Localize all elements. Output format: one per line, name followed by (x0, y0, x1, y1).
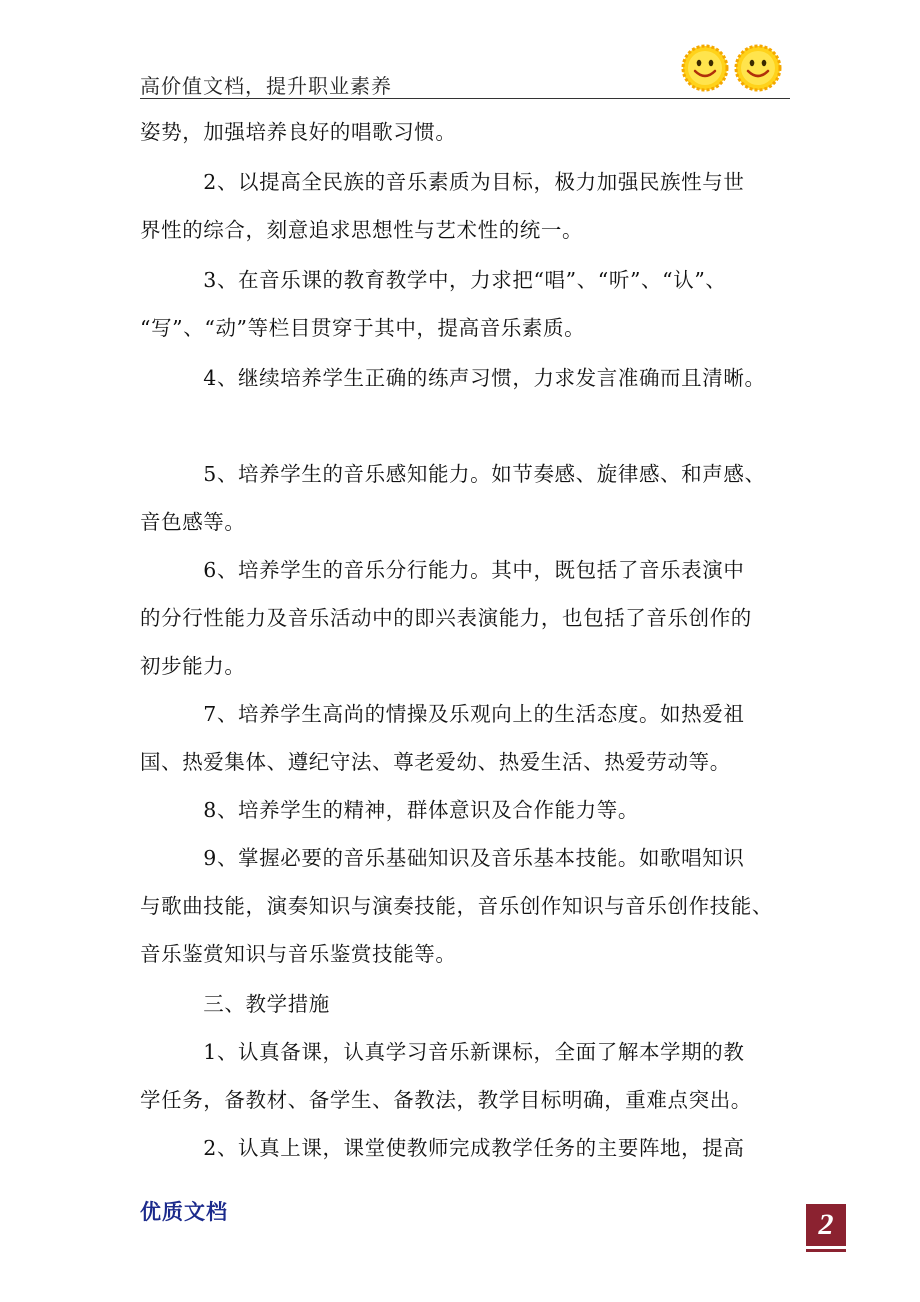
smiley-left-icon (683, 46, 727, 90)
text-line: 3、在音乐课的教育教学中，力求把“唱”、“听”、“认”、 (140, 268, 727, 292)
text-line: 初步能力。 (140, 654, 246, 678)
text-line: 音色感等。 (140, 510, 246, 534)
text-line: 国、热爱集体、遵纪守法、尊老爱幼、热爱生活、热爱劳动等。 (140, 750, 731, 774)
footer-label: 优质文档 (140, 1199, 228, 1224)
text-line: 2、认真上课，课堂使教师完成教学任务的主要阵地，提高 (140, 1136, 745, 1160)
text-line: “写”、“动”等栏目贯穿于其中，提高音乐素质。 (140, 316, 586, 340)
text-line: 姿势，加强培养良好的唱歌习惯。 (140, 120, 457, 144)
text-line: 2、以提高全民族的音乐素质为目标，极力加强民族性与世 (140, 170, 745, 194)
smiley-icons (680, 42, 784, 94)
section-heading: 三、教学措施 (140, 992, 330, 1016)
text-line: 6、培养学生的音乐分行能力。其中，既包括了音乐表演中 (140, 558, 745, 582)
text-line: 4、继续培养学生正确的练声习惯，力求发言准确而且清晰。 (140, 366, 766, 390)
text-line: 5、培养学生的音乐感知能力。如节奏感、旋律感、和声感、 (140, 462, 766, 486)
text-line: 的分行性能力及音乐活动中的即兴表演能力，也包括了音乐创作的 (140, 606, 752, 630)
text-line: 界性的综合，刻意追求思想性与艺术性的统一。 (140, 218, 584, 242)
text-line: 9、掌握必要的音乐基础知识及音乐基本技能。如歌唱知识 (140, 846, 745, 870)
page-number: 2 (806, 1204, 846, 1246)
page-number-underline (806, 1249, 846, 1252)
text-line: 音乐鉴赏知识与音乐鉴赏技能等。 (140, 942, 457, 966)
text-line: 1、认真备课，认真学习音乐新课标，全面了解本学期的教 (140, 1040, 745, 1064)
text-line: 8、培养学生的精神，群体意识及合作能力等。 (140, 798, 639, 822)
smiley-right-icon (736, 46, 780, 90)
header-title: 高价值文档，提升职业素养 (140, 74, 392, 98)
page-header (140, 64, 790, 99)
text-line: 7、培养学生高尚的情操及乐观向上的生活态度。如热爱祖 (140, 702, 745, 726)
text-line: 与歌曲技能，演奏知识与演奏技能，音乐创作知识与音乐创作技能、 (140, 894, 773, 918)
page-number-badge (806, 1204, 846, 1252)
text-line: 学任务，备教材、备学生、备教法，教学目标明确，重难点突出。 (140, 1088, 752, 1112)
